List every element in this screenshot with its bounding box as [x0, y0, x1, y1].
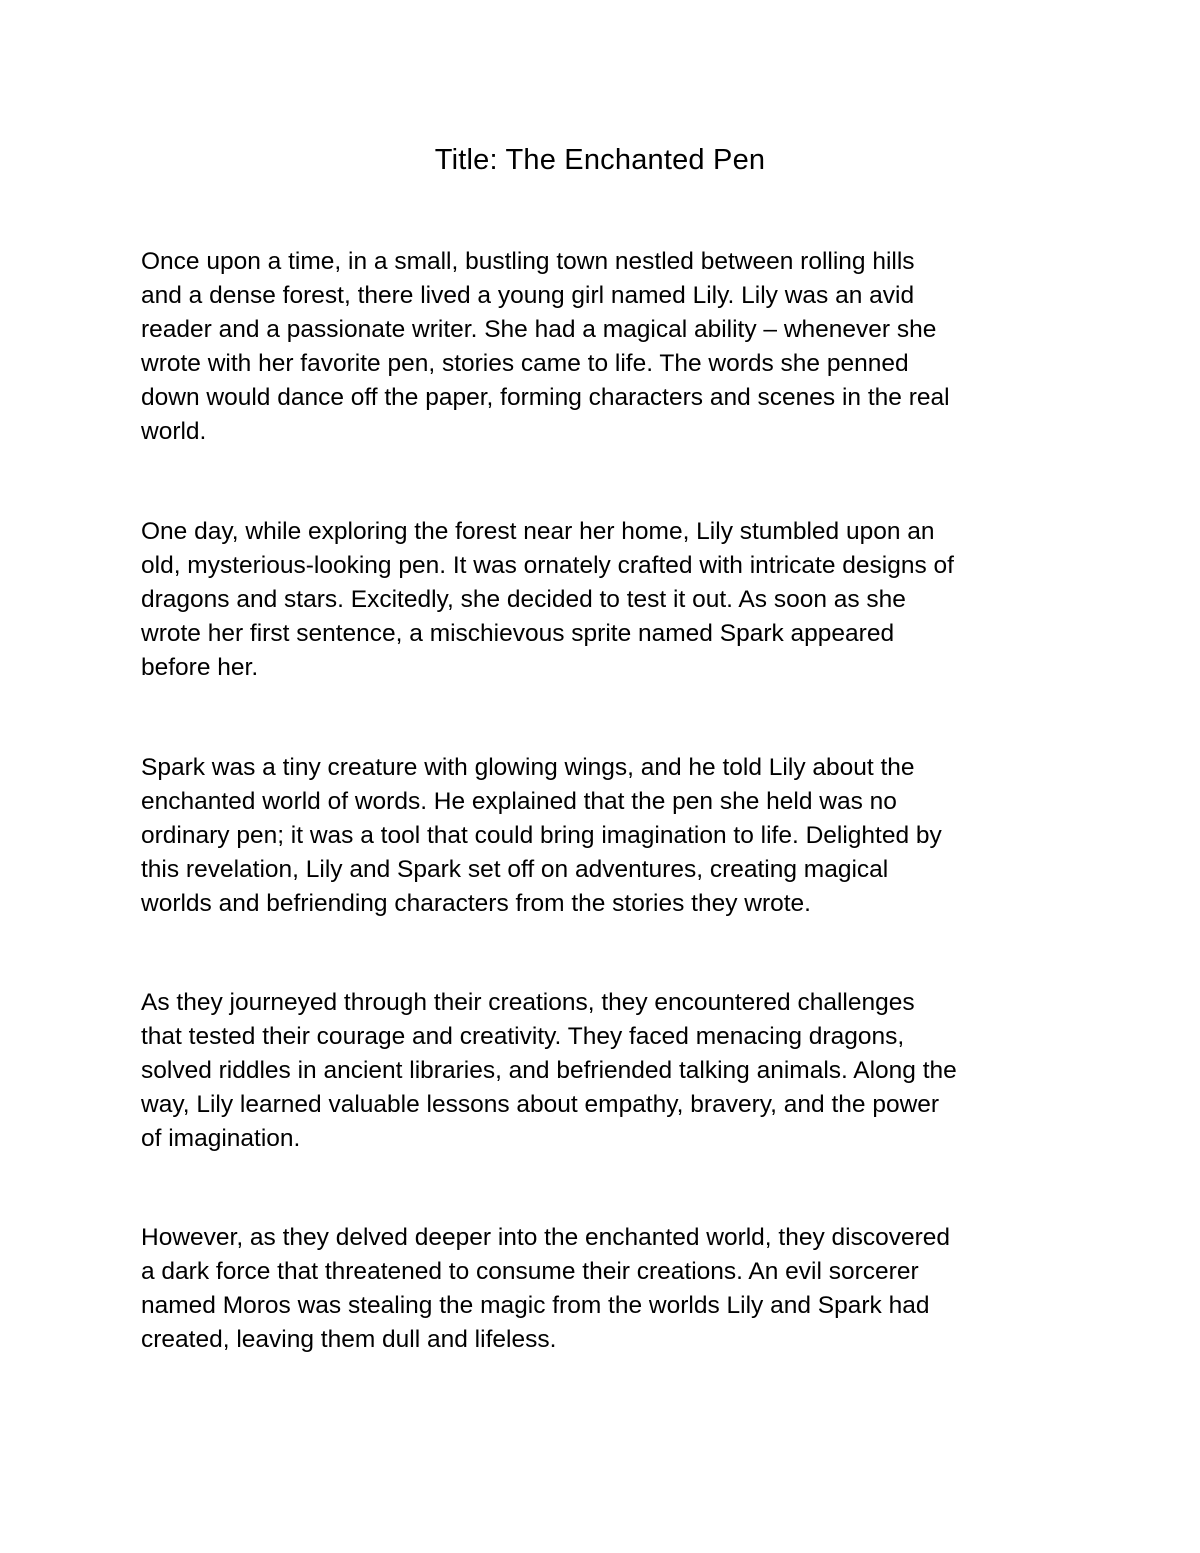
paragraph-line: solved riddles in ancient libraries, and befriended talking animals. Along the [141, 1057, 957, 1084]
paragraph-line: One day, while exploring the forest near her home, Lily stumbled upon an [141, 518, 935, 545]
paragraph-line: worlds and befriending characters from the stories they wrote. [141, 890, 811, 917]
paragraph-5 [141, 1221, 1071, 1357]
paragraph-line: wrote her first sentence, a mischievous sprite named Spark appeared [141, 620, 895, 647]
paragraph-line: of imagination. [141, 1125, 301, 1152]
paragraph-1 [141, 245, 1071, 449]
paragraph-line: a dark force that threatened to consume their creations. An evil sorcerer [141, 1258, 919, 1285]
paragraph-line: before her. [141, 654, 259, 681]
paragraph-line: ordinary pen; it was a tool that could bring imagination to life. Delighted by [141, 822, 942, 849]
paragraph-4 [141, 986, 1071, 1156]
paragraph-line: reader and a passionate writer. She had a magical ability – whenever she [141, 316, 937, 343]
paragraph-line: Spark was a tiny creature with glowing wings, and he told Lily about the [141, 754, 915, 781]
paragraph-line: world. [141, 418, 207, 445]
paragraph-line: However, as they delved deeper into the enchanted world, they discovered [141, 1224, 951, 1251]
paragraph-3 [141, 751, 1071, 921]
paragraph-2 [141, 515, 1071, 685]
paragraph-line: and a dense forest, there lived a young girl named Lily. Lily was an avid [141, 282, 915, 309]
paragraph-line: Once upon a time, in a small, bustling town nestled between rolling hills [141, 248, 915, 275]
paragraph-line: enchanted world of words. He explained that the pen she held was no [141, 788, 897, 815]
document-title: Title: The Enchanted Pen [434, 144, 766, 176]
paragraph-line: way, Lily learned valuable lessons about empathy, bravery, and the power [141, 1091, 940, 1118]
paragraph-line: down would dance off the paper, forming characters and scenes in the real [141, 384, 950, 411]
paragraph-line: that tested their courage and creativity. They faced menacing dragons, [141, 1023, 905, 1050]
paragraph-line: named Moros was stealing the magic from the worlds Lily and Spark had [141, 1292, 930, 1319]
paragraph-line: this revelation, Lily and Spark set off on adventures, creating magical [141, 856, 889, 883]
paragraph-line: dragons and stars. Excitedly, she decided to test it out. As soon as she [141, 586, 906, 613]
paragraph-line: As they journeyed through their creations, they encountered challenges [141, 989, 915, 1016]
paragraph-line: created, leaving them dull and lifeless. [141, 1326, 557, 1353]
paragraph-line: old, mysterious-looking pen. It was ornately crafted with intricate designs of [141, 552, 954, 579]
paragraph-line: wrote with her favorite pen, stories came to life. The words she penned [141, 350, 909, 377]
